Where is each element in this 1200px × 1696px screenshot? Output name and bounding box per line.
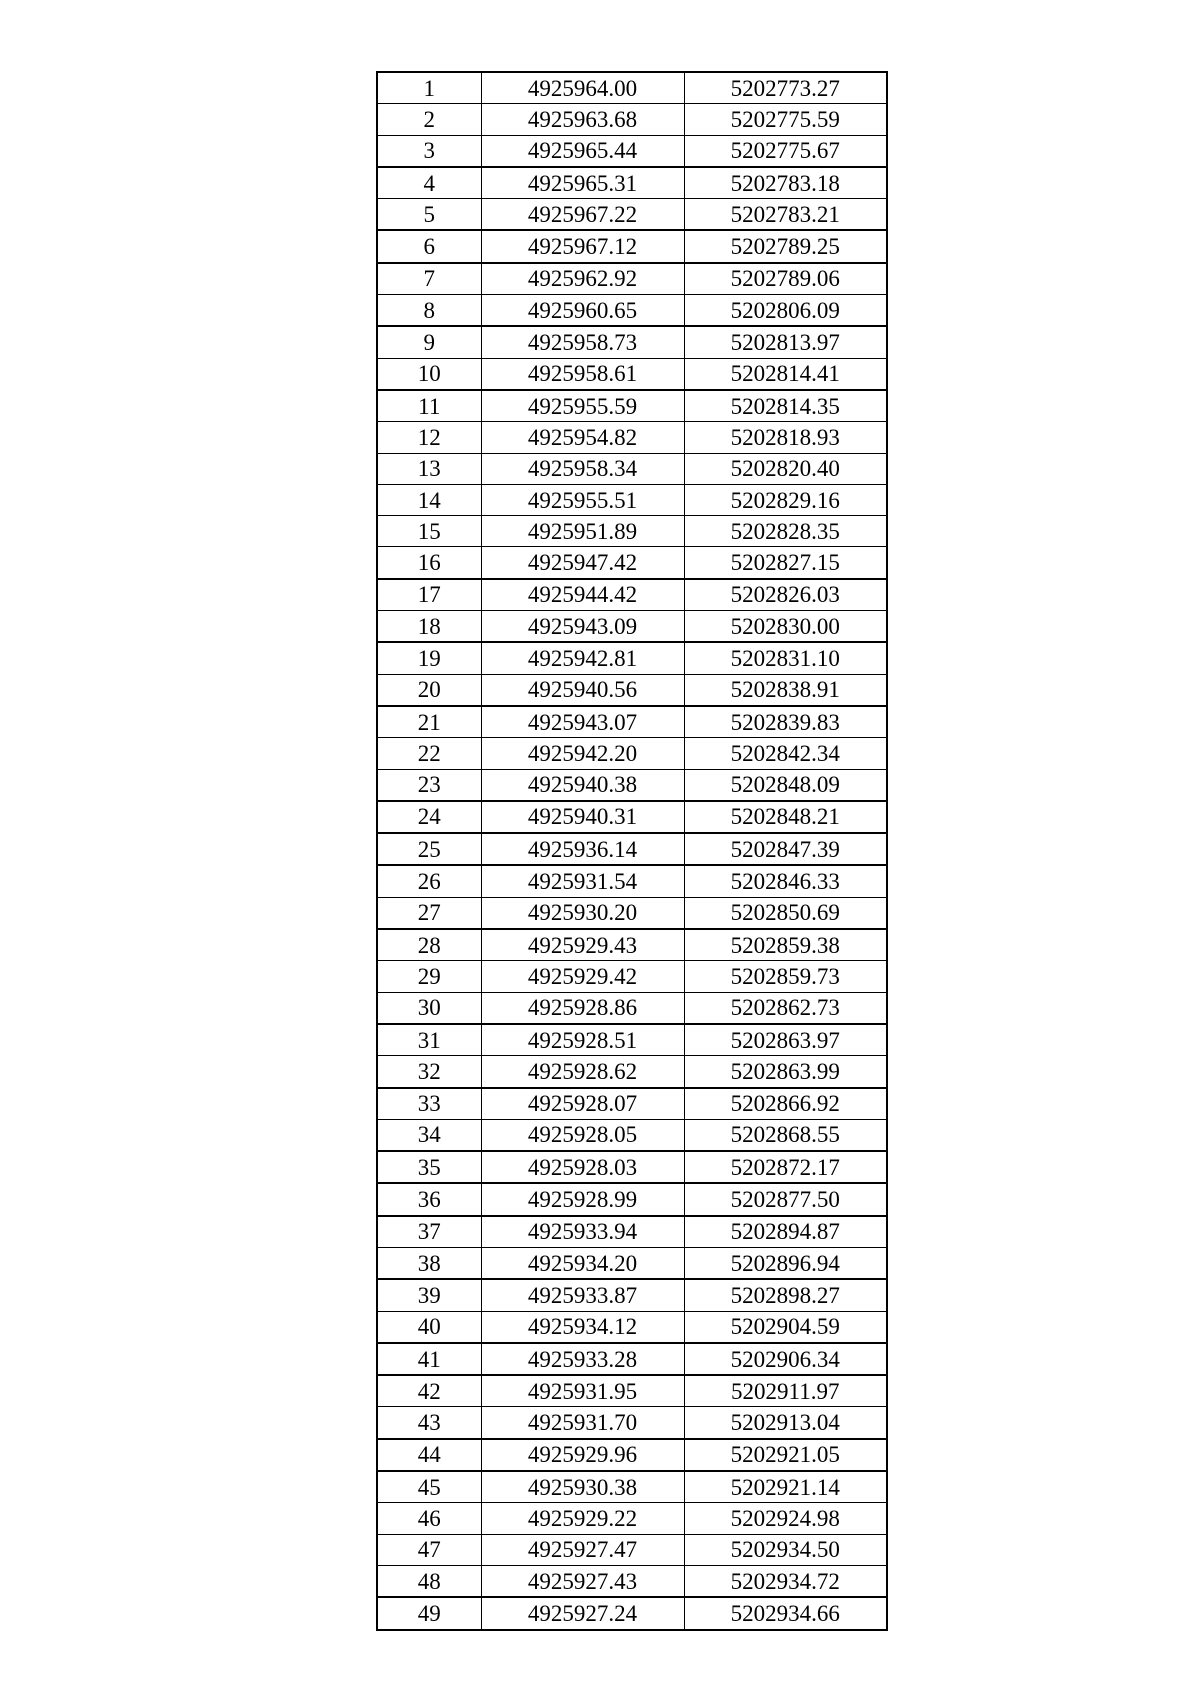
table-row — [377, 1503, 887, 1534]
x-coordinate-cell: 4925930.38 — [481, 1471, 684, 1503]
table-row — [377, 135, 887, 167]
x-coordinate-cell: 4925940.31 — [481, 801, 684, 833]
table-row — [377, 199, 887, 231]
table-row — [377, 1119, 887, 1151]
table-row — [377, 516, 887, 547]
y-coordinate-cell: 5202830.00 — [684, 611, 887, 643]
table-row — [377, 1024, 887, 1056]
x-coordinate-cell: 4925931.54 — [481, 865, 684, 897]
point-number-cell: 44 — [377, 1439, 481, 1471]
y-coordinate-cell: 5202863.99 — [684, 1056, 887, 1088]
x-coordinate-cell: 4925944.42 — [481, 579, 684, 611]
x-coordinate-cell: 4925967.22 — [481, 199, 684, 231]
x-coordinate-cell: 4925929.22 — [481, 1503, 684, 1534]
y-coordinate-cell: 5202827.15 — [684, 547, 887, 579]
table-row — [377, 1343, 887, 1375]
y-coordinate-cell: 5202826.03 — [684, 579, 887, 611]
x-coordinate-cell: 4925958.73 — [481, 326, 684, 358]
point-number-cell: 14 — [377, 484, 481, 515]
table-row — [377, 1375, 887, 1407]
table-row — [377, 295, 887, 327]
table-row — [377, 579, 887, 611]
table-row — [377, 674, 887, 706]
x-coordinate-cell: 4925928.05 — [481, 1119, 684, 1151]
table-row — [377, 358, 887, 390]
y-coordinate-cell: 5202789.25 — [684, 230, 887, 262]
table-row — [377, 1565, 887, 1597]
table-row — [377, 642, 887, 674]
table-row — [377, 801, 887, 833]
point-number-cell: 41 — [377, 1343, 481, 1375]
point-number-cell: 43 — [377, 1407, 481, 1439]
y-coordinate-cell: 5202934.50 — [684, 1534, 887, 1565]
point-number-cell: 5 — [377, 199, 481, 231]
table-row — [377, 1183, 887, 1215]
y-coordinate-cell: 5202863.97 — [684, 1024, 887, 1056]
point-number-cell: 29 — [377, 961, 481, 992]
x-coordinate-cell: 4925947.42 — [481, 547, 684, 579]
point-number-cell: 12 — [377, 422, 481, 453]
y-coordinate-cell: 5202775.59 — [684, 104, 887, 135]
y-coordinate-cell: 5202872.17 — [684, 1151, 887, 1183]
x-coordinate-cell: 4925929.43 — [481, 929, 684, 961]
y-coordinate-cell: 5202911.97 — [684, 1375, 887, 1407]
point-number-cell: 13 — [377, 453, 481, 484]
table-row — [377, 263, 887, 295]
point-number-cell: 36 — [377, 1183, 481, 1215]
point-number-cell: 27 — [377, 897, 481, 929]
table-row — [377, 1247, 887, 1279]
point-number-cell: 4 — [377, 167, 481, 199]
x-coordinate-cell: 4925928.62 — [481, 1056, 684, 1088]
point-number-cell: 22 — [377, 738, 481, 769]
y-coordinate-cell: 5202820.40 — [684, 453, 887, 484]
point-number-cell: 7 — [377, 263, 481, 295]
x-coordinate-cell: 4925958.61 — [481, 358, 684, 390]
table-row — [377, 897, 887, 929]
table-row — [377, 390, 887, 422]
point-number-cell: 33 — [377, 1088, 481, 1120]
point-number-cell: 19 — [377, 642, 481, 674]
y-coordinate-cell: 5202848.09 — [684, 769, 887, 801]
x-coordinate-cell: 4925927.24 — [481, 1597, 684, 1629]
table-row — [377, 422, 887, 453]
point-number-cell: 10 — [377, 358, 481, 390]
x-coordinate-cell: 4925936.14 — [481, 833, 684, 865]
point-number-cell: 16 — [377, 547, 481, 579]
x-coordinate-cell: 4925958.34 — [481, 453, 684, 484]
table-row — [377, 833, 887, 865]
x-coordinate-cell: 4925933.28 — [481, 1343, 684, 1375]
y-coordinate-cell: 5202894.87 — [684, 1216, 887, 1248]
x-coordinate-cell: 4925931.95 — [481, 1375, 684, 1407]
table-row — [377, 167, 887, 199]
x-coordinate-cell: 4925942.20 — [481, 738, 684, 769]
table-row — [377, 1407, 887, 1439]
point-number-cell: 6 — [377, 230, 481, 262]
table-row — [377, 1088, 887, 1120]
x-coordinate-cell: 4925929.96 — [481, 1439, 684, 1471]
table-row — [377, 547, 887, 579]
y-coordinate-cell: 5202906.34 — [684, 1343, 887, 1375]
y-coordinate-cell: 5202813.97 — [684, 326, 887, 358]
table-row — [377, 104, 887, 135]
table-row — [377, 1216, 887, 1248]
y-coordinate-cell: 5202806.09 — [684, 295, 887, 327]
point-number-cell: 38 — [377, 1247, 481, 1279]
point-number-cell: 48 — [377, 1565, 481, 1597]
point-number-cell: 11 — [377, 390, 481, 422]
table-row — [377, 1471, 887, 1503]
table-row — [377, 769, 887, 801]
y-coordinate-cell: 5202866.92 — [684, 1088, 887, 1120]
point-number-cell: 18 — [377, 611, 481, 643]
y-coordinate-cell: 5202859.38 — [684, 929, 887, 961]
y-coordinate-cell: 5202829.16 — [684, 484, 887, 515]
x-coordinate-cell: 4925930.20 — [481, 897, 684, 929]
table-row — [377, 230, 887, 262]
point-number-cell: 35 — [377, 1151, 481, 1183]
point-number-cell: 24 — [377, 801, 481, 833]
x-coordinate-cell: 4925934.12 — [481, 1311, 684, 1343]
point-number-cell: 21 — [377, 706, 481, 738]
y-coordinate-cell: 5202934.66 — [684, 1597, 887, 1629]
table-row — [377, 929, 887, 961]
y-coordinate-cell: 5202904.59 — [684, 1311, 887, 1343]
x-coordinate-cell: 4925929.42 — [481, 961, 684, 992]
x-coordinate-cell: 4925931.70 — [481, 1407, 684, 1439]
table-row — [377, 611, 887, 643]
table-row — [377, 1279, 887, 1311]
point-number-cell: 17 — [377, 579, 481, 611]
y-coordinate-cell: 5202859.73 — [684, 961, 887, 992]
y-coordinate-cell: 5202896.94 — [684, 1247, 887, 1279]
x-coordinate-cell: 4925943.09 — [481, 611, 684, 643]
point-number-cell: 32 — [377, 1056, 481, 1088]
x-coordinate-cell: 4925934.20 — [481, 1247, 684, 1279]
x-coordinate-cell: 4925962.92 — [481, 263, 684, 295]
x-coordinate-cell: 4925928.86 — [481, 992, 684, 1024]
table-row — [377, 1597, 887, 1629]
table-row — [377, 992, 887, 1024]
point-number-cell: 34 — [377, 1119, 481, 1151]
y-coordinate-cell: 5202868.55 — [684, 1119, 887, 1151]
y-coordinate-cell: 5202773.27 — [684, 72, 887, 104]
coordinates-table — [376, 71, 888, 1631]
x-coordinate-cell: 4925965.31 — [481, 167, 684, 199]
y-coordinate-cell: 5202898.27 — [684, 1279, 887, 1311]
point-number-cell: 37 — [377, 1216, 481, 1248]
point-number-cell: 8 — [377, 295, 481, 327]
x-coordinate-cell: 4925955.51 — [481, 484, 684, 515]
x-coordinate-cell: 4925965.44 — [481, 135, 684, 167]
table-row — [377, 453, 887, 484]
table-row — [377, 1056, 887, 1088]
y-coordinate-cell: 5202814.35 — [684, 390, 887, 422]
x-coordinate-cell: 4925927.47 — [481, 1534, 684, 1565]
x-coordinate-cell: 4925928.99 — [481, 1183, 684, 1215]
x-coordinate-cell: 4925928.51 — [481, 1024, 684, 1056]
point-number-cell: 42 — [377, 1375, 481, 1407]
point-number-cell: 3 — [377, 135, 481, 167]
x-coordinate-cell: 4925928.03 — [481, 1151, 684, 1183]
point-number-cell: 20 — [377, 674, 481, 706]
x-coordinate-cell: 4925940.56 — [481, 674, 684, 706]
x-coordinate-cell: 4925955.59 — [481, 390, 684, 422]
y-coordinate-cell: 5202846.33 — [684, 865, 887, 897]
x-coordinate-cell: 4925964.00 — [481, 72, 684, 104]
x-coordinate-cell: 4925960.65 — [481, 295, 684, 327]
table-row — [377, 1151, 887, 1183]
y-coordinate-cell: 5202842.34 — [684, 738, 887, 769]
table-row — [377, 961, 887, 992]
table-row — [377, 706, 887, 738]
table-row — [377, 865, 887, 897]
point-number-cell: 28 — [377, 929, 481, 961]
x-coordinate-cell: 4925933.87 — [481, 1279, 684, 1311]
x-coordinate-cell: 4925928.07 — [481, 1088, 684, 1120]
y-coordinate-cell: 5202934.72 — [684, 1565, 887, 1597]
point-number-cell: 40 — [377, 1311, 481, 1343]
point-number-cell: 30 — [377, 992, 481, 1024]
point-number-cell: 26 — [377, 865, 481, 897]
y-coordinate-cell: 5202848.21 — [684, 801, 887, 833]
coordinates-table-body — [377, 72, 887, 1630]
y-coordinate-cell: 5202831.10 — [684, 642, 887, 674]
x-coordinate-cell: 4925942.81 — [481, 642, 684, 674]
table-row — [377, 1439, 887, 1471]
point-number-cell: 23 — [377, 769, 481, 801]
x-coordinate-cell: 4925933.94 — [481, 1216, 684, 1248]
point-number-cell: 25 — [377, 833, 481, 865]
point-number-cell: 47 — [377, 1534, 481, 1565]
point-number-cell: 39 — [377, 1279, 481, 1311]
point-number-cell: 49 — [377, 1597, 481, 1629]
x-coordinate-cell: 4925951.89 — [481, 516, 684, 547]
y-coordinate-cell: 5202850.69 — [684, 897, 887, 929]
point-number-cell: 9 — [377, 326, 481, 358]
y-coordinate-cell: 5202913.04 — [684, 1407, 887, 1439]
point-number-cell: 46 — [377, 1503, 481, 1534]
y-coordinate-cell: 5202839.83 — [684, 706, 887, 738]
point-number-cell: 45 — [377, 1471, 481, 1503]
x-coordinate-cell: 4925927.43 — [481, 1565, 684, 1597]
table-row — [377, 738, 887, 769]
y-coordinate-cell: 5202877.50 — [684, 1183, 887, 1215]
table-row — [377, 326, 887, 358]
table-row — [377, 484, 887, 515]
point-number-cell: 31 — [377, 1024, 481, 1056]
y-coordinate-cell: 5202789.06 — [684, 263, 887, 295]
y-coordinate-cell: 5202783.21 — [684, 199, 887, 231]
table-row — [377, 1534, 887, 1565]
y-coordinate-cell: 5202847.39 — [684, 833, 887, 865]
table-row — [377, 1311, 887, 1343]
point-number-cell: 2 — [377, 104, 481, 135]
x-coordinate-cell: 4925967.12 — [481, 230, 684, 262]
point-number-cell: 15 — [377, 516, 481, 547]
x-coordinate-cell: 4925954.82 — [481, 422, 684, 453]
table-row — [377, 72, 887, 104]
x-coordinate-cell: 4925940.38 — [481, 769, 684, 801]
y-coordinate-cell: 5202862.73 — [684, 992, 887, 1024]
y-coordinate-cell: 5202783.18 — [684, 167, 887, 199]
y-coordinate-cell: 5202924.98 — [684, 1503, 887, 1534]
y-coordinate-cell: 5202838.91 — [684, 674, 887, 706]
x-coordinate-cell: 4925963.68 — [481, 104, 684, 135]
y-coordinate-cell: 5202775.67 — [684, 135, 887, 167]
y-coordinate-cell: 5202921.14 — [684, 1471, 887, 1503]
point-number-cell: 1 — [377, 72, 481, 104]
y-coordinate-cell: 5202828.35 — [684, 516, 887, 547]
y-coordinate-cell: 5202814.41 — [684, 358, 887, 390]
x-coordinate-cell: 4925943.07 — [481, 706, 684, 738]
y-coordinate-cell: 5202818.93 — [684, 422, 887, 453]
y-coordinate-cell: 5202921.05 — [684, 1439, 887, 1471]
